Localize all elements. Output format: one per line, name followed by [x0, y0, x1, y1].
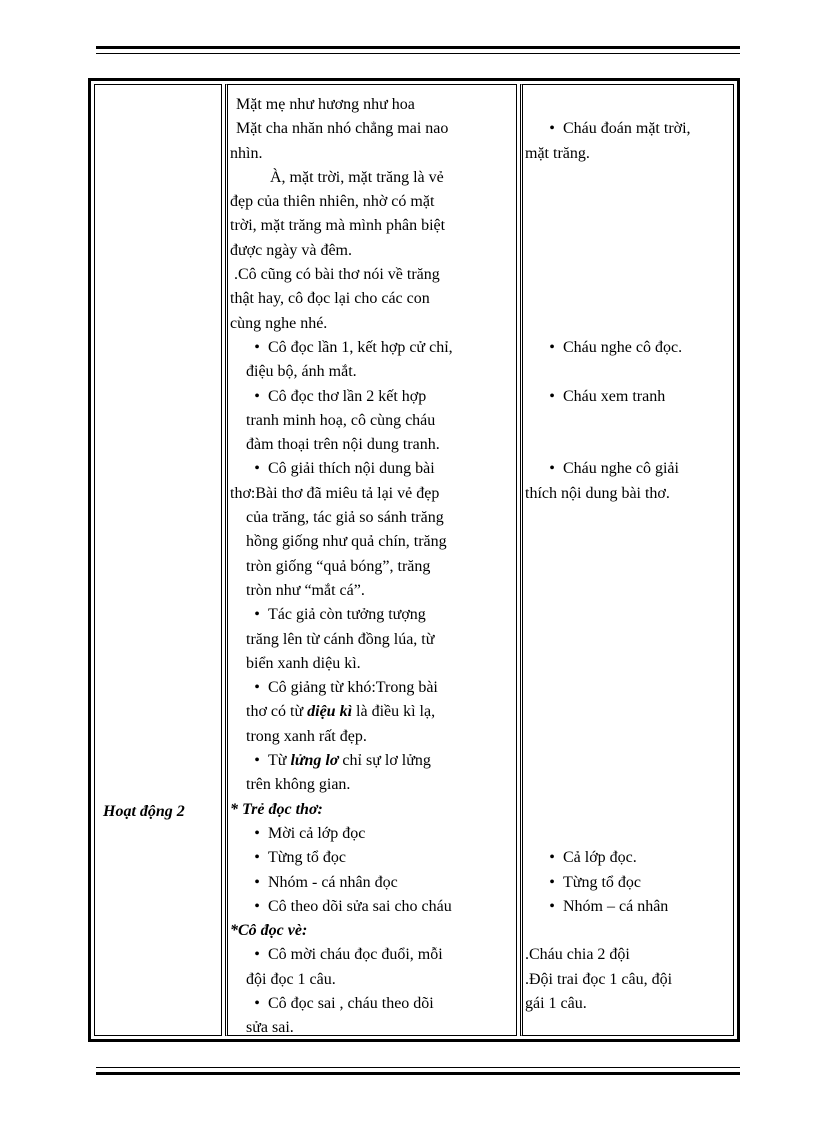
bullet-icon: • — [549, 387, 555, 405]
text-line: thơ:Bài thơ đã miêu tả lại vẻ đẹp — [230, 484, 440, 502]
bullet-icon: • — [549, 897, 555, 915]
text-line: gái 1 câu. — [525, 994, 587, 1012]
bullet-item: • Mời cả lớp đọc — [230, 822, 512, 846]
bullet-item: • Cô đọc thơ lần 2 kết hợp — [230, 385, 512, 409]
text-line: Mặt cha nhăn nhó chẳng mai nao — [236, 120, 449, 138]
text-line: mặt trăng. — [525, 144, 590, 162]
bullet-icon: • — [254, 946, 260, 964]
text-line: nhìn. — [230, 144, 263, 162]
activity-label: Hoạt động 2 — [103, 803, 185, 820]
bullet-item: • Từng tổ đọc — [525, 871, 729, 895]
bullet-item: • Cô đọc sai , cháu theo dõi — [230, 992, 512, 1016]
text-line: điệu bộ, ánh mắt. — [246, 363, 357, 381]
bullet-item: • Cô giải thích nội dung bài — [230, 457, 512, 481]
bullet-icon: • — [254, 752, 260, 770]
bullet-icon: • — [549, 873, 555, 891]
text-line: thích nội dung bài thơ. — [525, 484, 670, 502]
teacher-cell — [230, 93, 512, 1041]
text-line: À, mặt trời, mặt trăng là vẻ — [270, 168, 444, 186]
bullet-item: • Tác giả còn tưởng tượng — [230, 603, 512, 627]
text-line: .Cô cũng có bài thơ nói về trăng — [234, 266, 440, 284]
text-line: hồng giống như quả chín, trăng — [246, 533, 447, 551]
bullet-item: • Từ lửng lơ chỉ sự lơ lửng — [230, 749, 512, 773]
text-line: sửa sai. — [246, 1019, 294, 1037]
bullet-icon: • — [254, 679, 260, 697]
text-line: đội đọc 1 câu. — [246, 970, 336, 988]
bullet-item: • Nhóm - cá nhân đọc — [230, 871, 512, 895]
bullet-icon: • — [549, 120, 555, 138]
text-line: tròn như “mắt cá”. — [246, 581, 365, 599]
text-line: biển xanh diệu kì. — [246, 654, 361, 672]
text-line: cùng nghe nhé. — [230, 314, 328, 332]
text-line: tranh minh hoạ, cô cùng cháu — [246, 411, 436, 429]
text-line: tròn giống “quả bóng”, trăng — [246, 557, 431, 575]
bullet-item: • Cô giảng từ khó:Trong bài — [230, 676, 512, 700]
text-line: .Cháu chia 2 đội — [525, 946, 630, 964]
bullet-icon: • — [254, 849, 260, 867]
bullet-item: • Cô mời cháu đọc đuổi, mỗi — [230, 943, 512, 967]
text-line: thật hay, cô đọc lại cho các con — [230, 290, 430, 308]
bullet-icon: • — [254, 606, 260, 624]
bullet-item: • Cháu xem tranh — [525, 385, 729, 409]
bullet-item: • Cả lớp đọc. — [525, 846, 729, 870]
bullet-item: • Từng tổ đọc — [230, 846, 512, 870]
bullet-icon: • — [254, 338, 260, 356]
bullet-item: • Cháu nghe cô giải — [525, 457, 729, 481]
lesson-table — [88, 78, 740, 1042]
bullet-item: • Cháu đoán mặt trời, — [525, 117, 729, 141]
text-line: trời, mặt trăng mà mình phân biệt — [230, 217, 446, 235]
child-cell — [525, 93, 729, 1016]
bullet-icon: • — [254, 873, 260, 891]
bottom-rule — [96, 1067, 740, 1075]
bullet-icon: • — [549, 460, 555, 478]
bullet-icon: • — [254, 994, 260, 1012]
text-line: trong xanh rất đẹp. — [246, 727, 367, 745]
bullet-item: • Cháu nghe cô đọc. — [525, 336, 729, 360]
emphasis-term: diệu kì — [307, 703, 353, 721]
emphasis-term: lửng lơ — [290, 752, 339, 770]
text-line: của trăng, tác giả so sánh trăng — [246, 509, 444, 527]
bullet-icon: • — [254, 460, 260, 478]
bullet-item: • Cô theo dõi sửa sai cho cháu — [230, 895, 512, 919]
text-line: trên không gian. — [246, 776, 351, 794]
activity-column — [94, 84, 222, 1036]
teacher-column — [225, 84, 517, 1036]
section-heading: * Trẻ đọc thơ: — [230, 800, 323, 818]
text-line: được ngày và đêm. — [230, 241, 352, 259]
text-line: thơ có từ diệu kì là điều kì lạ, — [246, 703, 436, 721]
bullet-icon: • — [549, 849, 555, 867]
bullet-icon: • — [549, 338, 555, 356]
bullet-icon: • — [254, 824, 260, 842]
text-line: trăng lên từ cánh đồng lúa, từ — [246, 630, 435, 648]
text-line: đàm thoại trên nội dung tranh. — [246, 436, 440, 454]
bullet-icon: • — [254, 387, 260, 405]
bullet-item: • Nhóm – cá nhân — [525, 895, 729, 919]
text-line: .Đội trai đọc 1 câu, đội — [525, 970, 673, 988]
text-line: đẹp của thiên nhiên, nhờ có mặt — [230, 193, 435, 211]
section-heading: *Cô đọc vè: — [230, 922, 308, 940]
top-rule — [96, 46, 740, 54]
bullet-item: • Cô đọc lần 1, kết hợp cử chỉ, — [230, 336, 512, 360]
bullet-icon: • — [254, 897, 260, 915]
text-line: Mặt mẹ như hương như hoa — [236, 96, 415, 113]
child-column — [520, 84, 734, 1036]
